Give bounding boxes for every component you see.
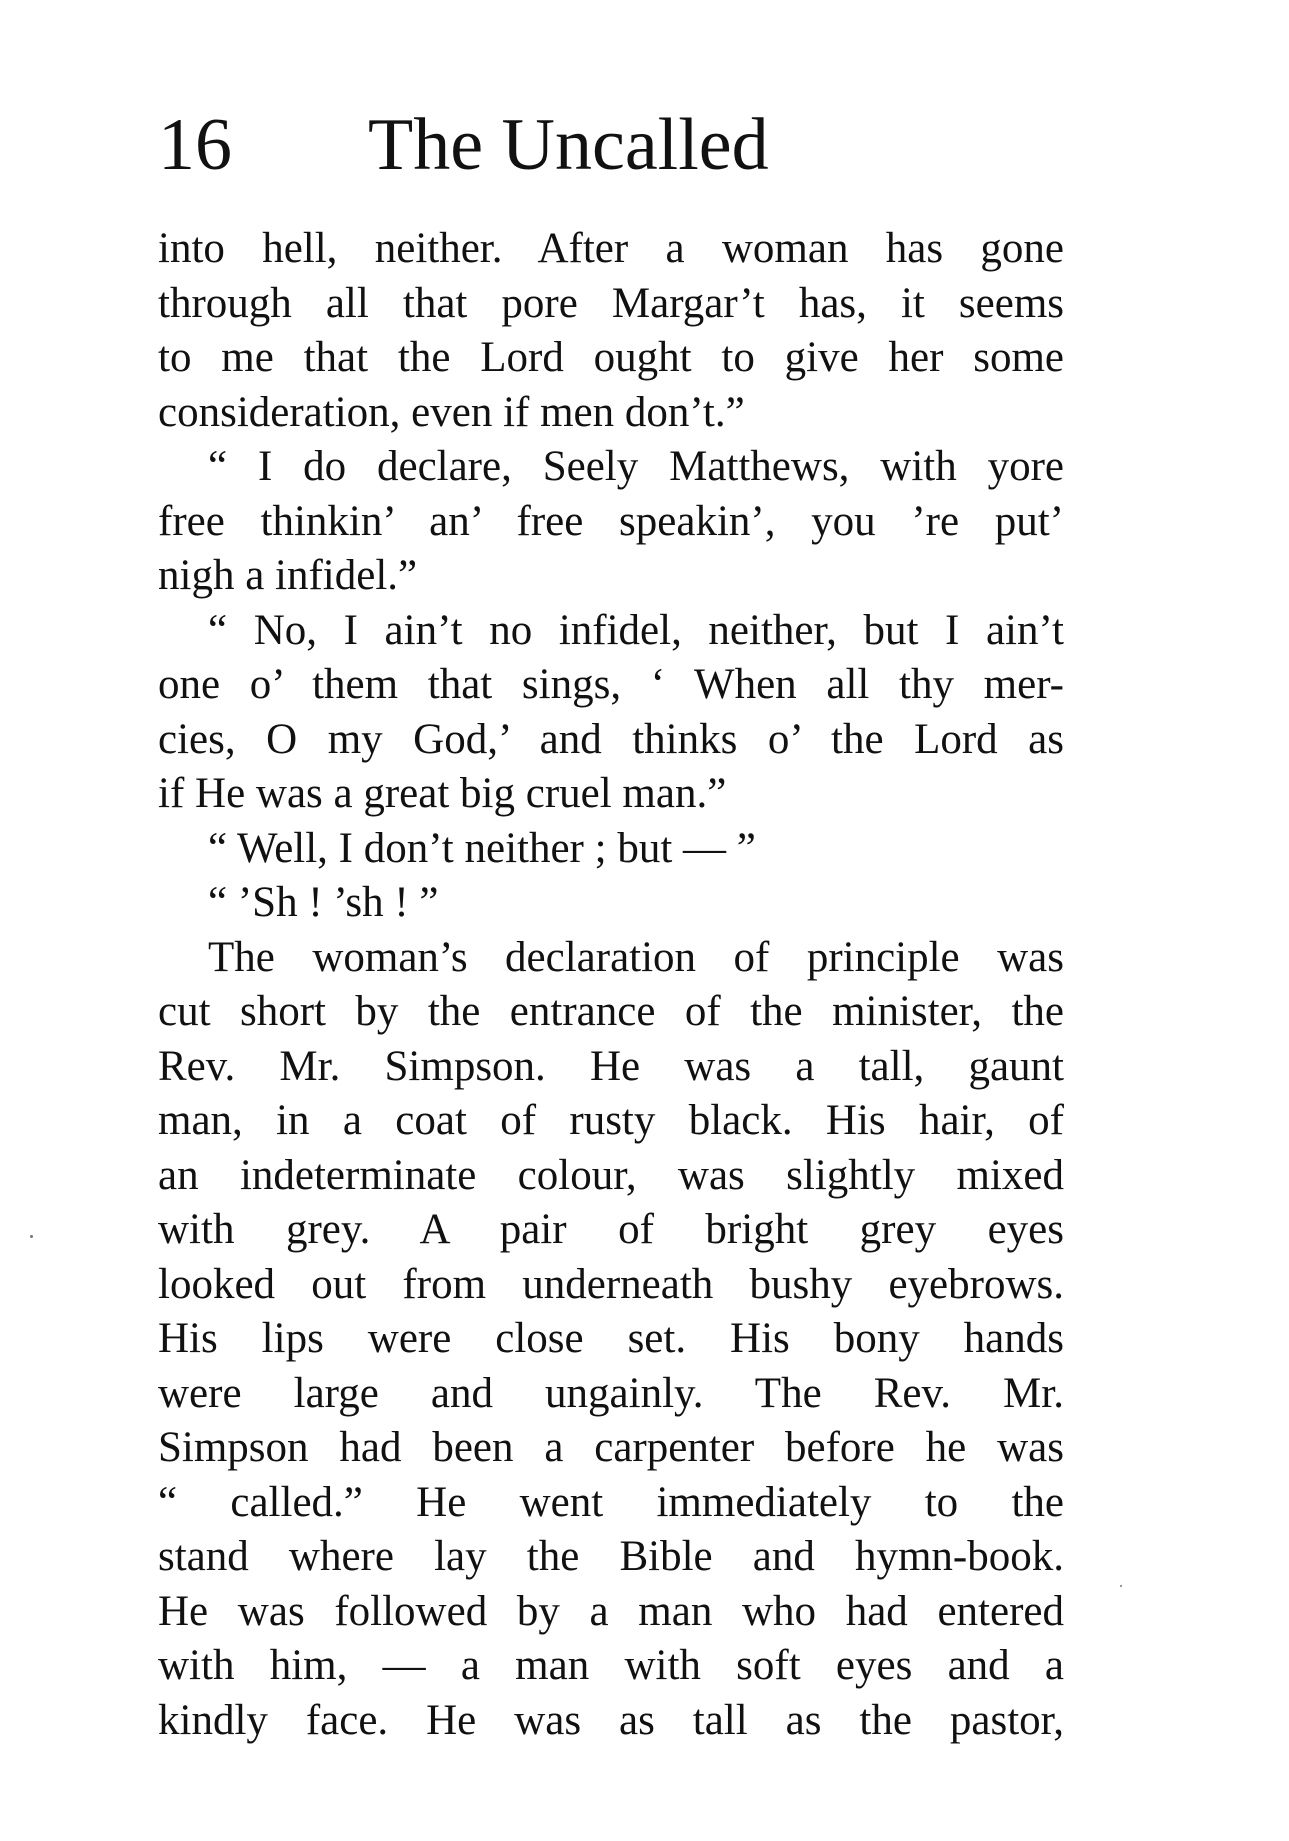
text-line: were large and ungainly. The Rev. Mr.: [158, 1369, 1064, 1417]
text-line: “ called.” He went immediately to the: [158, 1478, 1064, 1526]
text-line: “ ’Sh ! ’sh ! ”: [208, 879, 439, 926]
page-header: [158, 100, 1058, 190]
text-line: His lips were close set. His bony hands: [158, 1315, 1064, 1362]
text-line: consideration, even if men don’t.”: [158, 388, 745, 436]
text-line: one o’ them that sings, ‘ When all thy mer-: [158, 661, 1064, 708]
text-line: stand where lay the Bible and hymn-book.: [158, 1533, 1064, 1580]
text-line: kindly face. He was as tall as the pastor,: [158, 1696, 1064, 1744]
text-line: “ I do declare, Seely Matthews, with yore: [208, 443, 1064, 490]
scan-speck: [1120, 1585, 1122, 1587]
text-line: The woman’s declaration of principle was: [208, 933, 1064, 981]
text-line: “ No, I ain’t no infidel, neither, but I ain’t: [208, 606, 1064, 654]
running-title: The Uncalled: [368, 104, 769, 186]
text-line: cies, O my God,’ and thinks o’ the Lord as: [158, 715, 1064, 763]
scan-speck: [30, 1235, 33, 1238]
page-number: 16: [158, 104, 232, 186]
text-line: through all that pore Margar’t has, it seems: [158, 279, 1064, 327]
text-line: an indeterminate colour, was slightly mixed: [158, 1151, 1064, 1199]
text-line: cut short by the entrance of the minister, the: [158, 988, 1064, 1035]
body-text: [158, 222, 1064, 1748]
text-line: with grey. A pair of bright grey eyes: [158, 1206, 1064, 1253]
text-line: “ Well, I don’t neither ; but — ”: [208, 824, 756, 872]
text-line: looked out from underneath bushy eyebrows.: [158, 1260, 1064, 1308]
text-line: with him, — a man with soft eyes and a: [158, 1642, 1064, 1689]
text-line: Simpson had been a carpenter before he was: [158, 1424, 1064, 1471]
text-line: into hell, neither. After a woman has gone: [158, 225, 1064, 272]
text-line: if He was a great big cruel man.”: [158, 770, 727, 817]
text-line: to me that the Lord ought to give her some: [158, 334, 1064, 381]
text-line: free thinkin’ an’ free speakin’, you ’re put’: [158, 497, 1064, 545]
text-line: He was followed by a man who had entered: [158, 1587, 1064, 1635]
text-line: nigh a infidel.”: [158, 552, 418, 599]
text-line: Rev. Mr. Simpson. He was a tall, gaunt: [158, 1042, 1064, 1090]
text-line: man, in a coat of rusty black. His hair, of: [158, 1097, 1064, 1144]
